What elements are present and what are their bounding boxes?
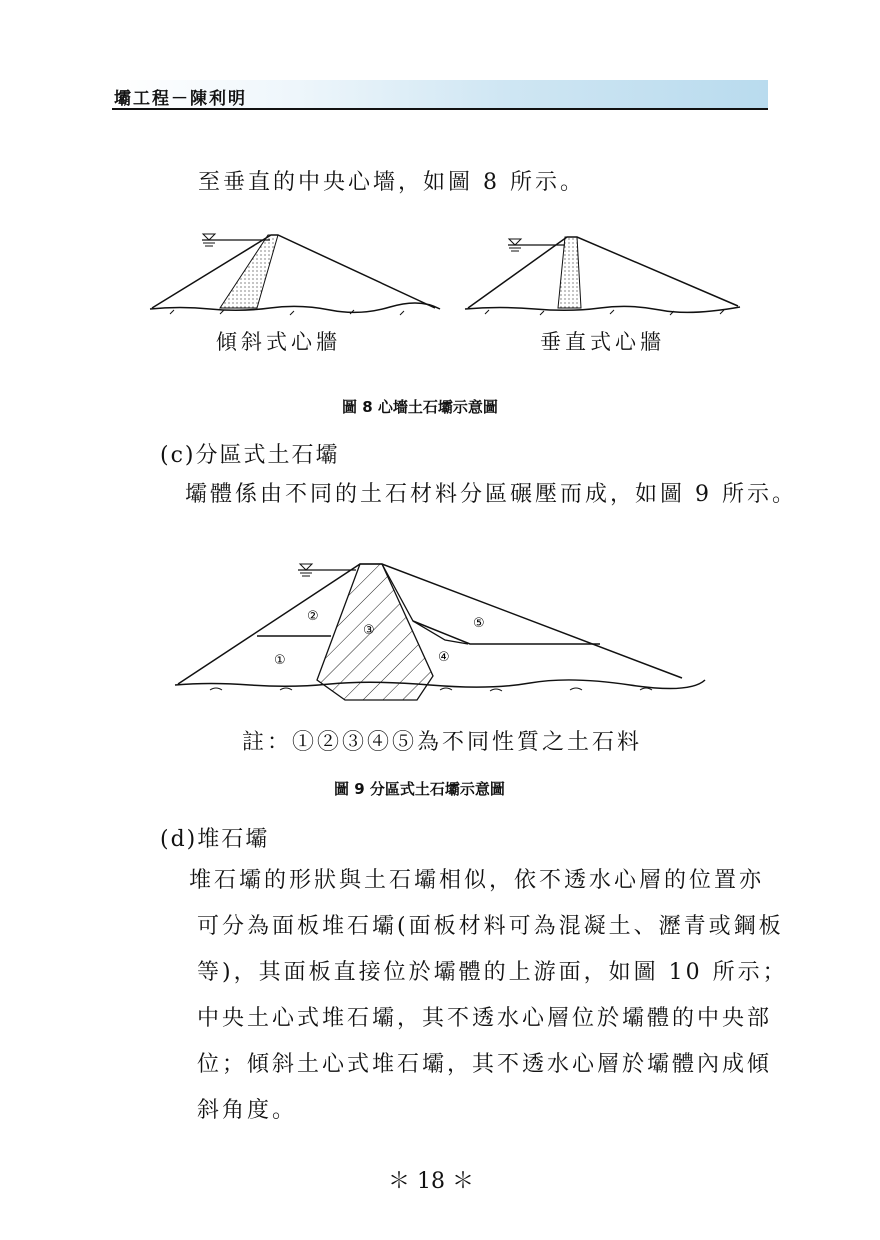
section-c-heading: (c)分區式土石壩 bbox=[160, 443, 340, 468]
zone-4-label: ④ bbox=[438, 650, 450, 665]
figure-9-caption: 圖 9 分區式土石壩示意圖 bbox=[334, 780, 505, 798]
section-d-line-4: 中央土心式堆石壩，其不透水心層位於壩體的中央部 bbox=[197, 1006, 773, 1031]
section-d-line-2: 可分為面板堆石壩(面板材料可為混凝土、瀝青或鋼板 bbox=[197, 914, 784, 939]
running-header: 壩工程－陳利明 bbox=[114, 89, 247, 109]
zone-5-label: ⑤ bbox=[473, 616, 485, 631]
section-d-line-3: 等)，其面板直接位於壩體的上游面，如圖 10 所示； bbox=[197, 960, 788, 985]
intro-line: 至垂直的中央心墻，如圖 8 所示。 bbox=[198, 170, 585, 195]
page-number: ＊ 18 ＊ bbox=[388, 1169, 474, 1194]
section-d-line-6: 斜角度。 bbox=[197, 1098, 298, 1123]
section-d-line-5: 位；傾斜土心式堆石壩，其不透水心層於壩體內成傾 bbox=[197, 1052, 773, 1077]
zone-2-label: ② bbox=[307, 609, 319, 624]
figure-9-diagram bbox=[170, 556, 710, 706]
figure-8-caption: 圖 8 心墻土石壩示意圖 bbox=[342, 398, 498, 416]
inclined-core-dam bbox=[150, 230, 440, 315]
vertical-core-label: 垂直式心牆 bbox=[540, 330, 665, 354]
figure-9-note: 註：①②③④⑤為不同性質之土石料 bbox=[242, 730, 643, 755]
vertical-core-dam bbox=[465, 237, 740, 315]
inclined-core-label: 傾斜式心牆 bbox=[216, 330, 341, 354]
zone-3-label: ③ bbox=[363, 623, 375, 638]
section-d-line-1: 堆石壩的形狀與土石壩相似，依不透水心層的位置亦 bbox=[189, 868, 765, 893]
figure-8-diagram bbox=[140, 222, 750, 330]
zone-3-core bbox=[317, 564, 433, 700]
section-c-text: 壩體係由不同的土石材料分區碾壓而成，如圖 9 所示。 bbox=[185, 482, 797, 507]
section-d-heading: (d)堆石壩 bbox=[160, 827, 270, 852]
zone-1-label: ① bbox=[274, 653, 286, 668]
